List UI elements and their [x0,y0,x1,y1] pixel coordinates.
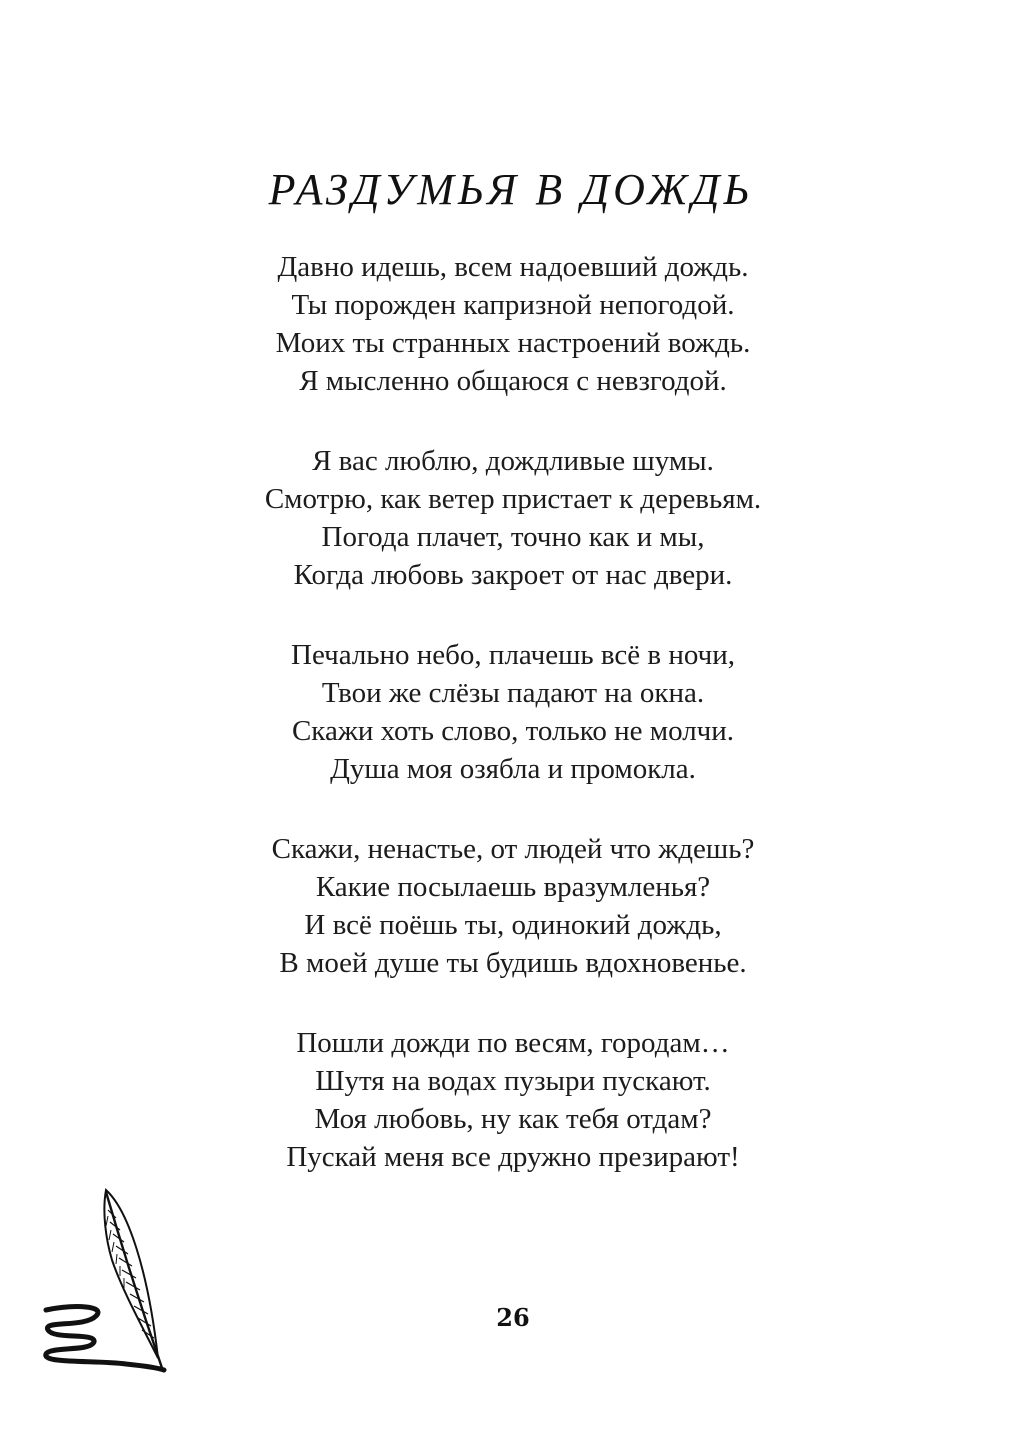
poem-line: Душа моя озябла и промокла. [330,753,696,785]
poem-line: Какие посылаешь вразумленья? [315,871,711,903]
poem-line: Смотрю, как ветер пристает к деревьям. [264,483,762,515]
poem-line: И всё поёшь ты, одинокий дождь, [304,909,722,941]
quill-pen-icon [36,1180,176,1380]
poem-line: Скажи хоть слово, только не молчи. [291,715,735,747]
poem-title: РАЗДУМЬЯ В ДОЖДЬ [268,165,754,214]
page-number: 26 [496,1303,530,1332]
poem-line: В моей душе ты будишь вдохновенье. [279,947,747,979]
stanza-1 [0,248,1026,400]
poem-line: Когда любовь закроет от нас двери. [293,559,733,591]
poem-body [0,248,1026,1218]
stanza-3 [0,636,1026,788]
poem-line: Печально небо, плачешь всё в ночи, [291,639,735,671]
stanza-4 [0,830,1026,982]
poem-line: Ты порожден капризной непогодой. [291,289,735,321]
poem-line: Скажи, ненастье, от людей что ждешь? [271,833,755,865]
poem-line: Твои же слёзы падают на окна. [321,677,705,709]
poem-line: Моя любовь, ну как тебя отдам? [314,1103,712,1135]
stanza-2 [0,442,1026,594]
poem-line: Пошли дожди по весям, городам… [296,1027,730,1059]
poem-line: Моих ты странных настроений вождь. [275,327,751,359]
poem-line: Пускай меня все дружно презирают! [286,1141,740,1173]
stanza-5 [0,1024,1026,1176]
poem-line: Шутя на водах пузыри пускают. [315,1065,711,1097]
poem-line: Я мысленно общаюся с невзгодой. [299,365,727,397]
poem-line: Я вас люблю, дождливые шумы. [312,445,714,477]
poem-line: Погода плачет, точно как и мы, [321,521,705,553]
poem-line: Давно идешь, всем надоевший дождь. [277,251,749,283]
